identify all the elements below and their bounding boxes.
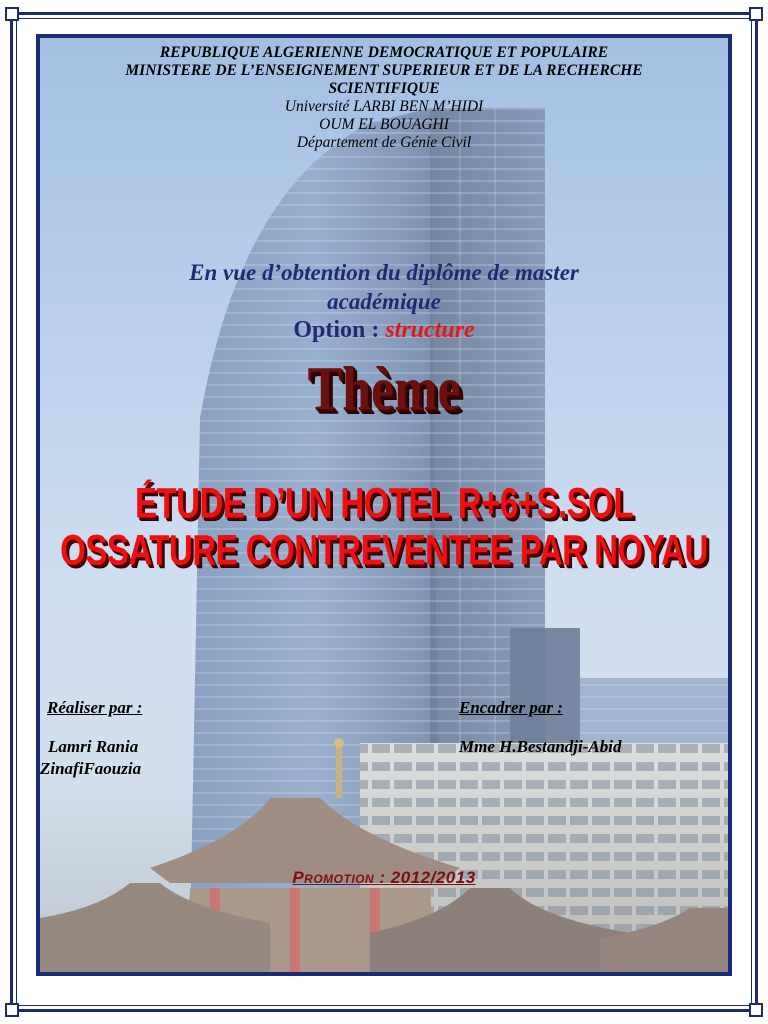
supervisor-name: Mme H.Bestandji-Abid [459,737,622,756]
thesis-title-line-2: OSSATURE CONTREVENTEE PAR NOYAU [60,525,708,574]
option-line [40,317,728,344]
ministry-line-cont: SCIENTIFIQUE [328,80,440,97]
theme-heading: Thème [307,355,461,424]
frame-corner [5,7,19,21]
university-line: Université LARBI BEN M’HIDI [284,98,484,115]
supervisor-label: Encadrer par : [459,698,563,717]
republic-line: REPUBLIQUE ALGERIENNE DEMOCRATIQUE ET POPULAIRE [159,44,609,61]
option-value: structure [385,317,475,343]
degree-purpose [40,258,728,316]
frame-corner [5,1003,19,1017]
authors-label: Réaliser par : [47,698,143,717]
author-name-1: Lamri Rania [48,737,139,756]
department-line: Département de Génie Civil [296,134,472,151]
frame-corner [749,7,763,21]
purpose-line-1: En vue d’obtention du diplôme de master [189,260,579,285]
ministry-line: MINISTERE DE L’ENSEIGNEMENT SUPERIEUR ET DE LA RECHERCHE [125,62,643,79]
frame-corner [749,1003,763,1017]
author-name-2: ZinafiFaouzia [40,759,142,778]
city-line: OUM EL BOUAGHI [319,116,449,133]
purpose-line-2: académique [327,289,441,314]
thesis-title-line-1: ÉTUDE D’UN HOTEL R+6+S.SOL [135,478,633,527]
institution-header [40,44,728,152]
option-label: Option : [293,317,386,343]
promotion-year: Promotion : 2012/2013 [292,868,476,887]
